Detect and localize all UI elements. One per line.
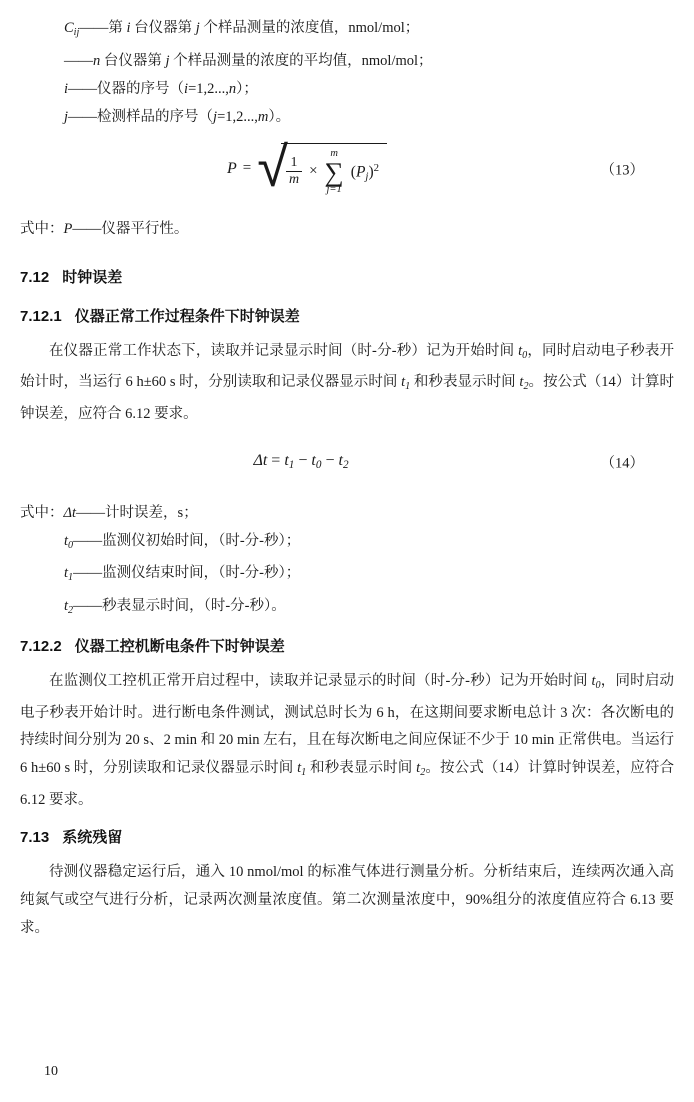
section-number: 7.12.1 — [20, 307, 62, 325]
summation-upper-limit: m — [330, 148, 338, 160]
fraction-numerator: 1 — [290, 154, 298, 170]
equation-13-lhs: P — [226, 159, 237, 177]
section-number: 7.12 — [20, 268, 50, 286]
section-heading-7-12-2 — [20, 636, 674, 658]
symbol-definitions-13 — [20, 14, 674, 131]
fraction-1-over-m — [286, 156, 302, 188]
where-clause-14 — [20, 499, 674, 625]
where-line-t0: t0——监测仪初始时间，（时-分-秒）； — [64, 532, 301, 551]
paragraph-7-12-1: 在仪器正常工作状态下，读取并记录显示时间（时-分-秒）记为开始时间 t0，同时启动电子秒表开始计时，当运行 6 h±60 s 时，分别读取和记录仪器显示时间 t1 和秒表显示时间 t2。按公式（14）计算时钟误差，应符合 6.12 要求。 — [20, 342, 675, 422]
equation-14 — [20, 441, 674, 483]
equation-13 — [20, 137, 674, 201]
definition-line-j: j——检测样品的序号（j=1,2...,m）。 — [64, 108, 291, 125]
paragraph-7-13: 待测仪器稳定运行后，通入 10 nmol/mol 的标准气体进行测量分析。分析结束后，连续两次通入高纯氮气或空气进行分析，记录两次测量浓度值。第二次测量浓度中，90%组分的浓度值应符合 6.13 要求。 — [20, 864, 674, 936]
definition-line-i: i——仪器的序号（i=1,2...,n）； — [64, 80, 258, 97]
square-root — [257, 135, 387, 201]
section-title: 时钟误差 — [62, 268, 123, 286]
definition-line-cij: Cij——第 i 台仪器第 j 个样品测量的浓度值，nmol/mol； — [64, 20, 420, 38]
radical-icon: √ — [257, 135, 288, 201]
summation — [325, 148, 344, 195]
section-heading-7-13 — [20, 827, 674, 849]
sigma-icon: ∑ — [324, 156, 344, 187]
radicand — [281, 143, 387, 195]
section-number: 7.12.2 — [20, 638, 62, 656]
section-title: 系统残留 — [62, 829, 123, 847]
where-line-t2: t2——秒表显示时间，（时-分-秒）。 — [64, 598, 286, 617]
summation-term: $(Pj)^2$ — [350, 161, 380, 183]
times-sign: × — [309, 163, 318, 180]
equation-14-expression: Δt = t1 − t0 − t2 — [253, 452, 349, 472]
section-heading-7-12 — [20, 267, 674, 289]
paragraph-7-12-2: 在监测仪工控机正常开启过程中，读取并记录显示的时间（时-分-秒）记为开始时间 t0，同时启动电子秒表开始计时。进行断电条件测试，测试总时长为 6 h，在这期间要求断电总计 3 次：各次断电的持续时间分别为 20 s、2 min 和 20 min 左右，且在每次断电之间应保证不少于 10 min 正常供电。当运行 6 h±60 s 时，分别读取和记录仪器显示时间 t1 和秒表显示时间 t2。按公式（14）计算时钟误差，应符合 6.12 要求。 — [20, 673, 675, 808]
section-title: 仪器工控机断电条件下时钟误差 — [74, 638, 285, 656]
fraction-denominator: m — [288, 172, 300, 188]
where-clause-13: 式中：P——仪器平行性。 — [20, 220, 189, 237]
section-number: 7.13 — [20, 829, 50, 847]
section-heading-7-12-1 — [20, 306, 674, 328]
where-line-t1: t1——监测仪结束时间，（时-分-秒）； — [64, 565, 301, 584]
page-number: 10 — [44, 1064, 58, 1079]
equation-13-expression — [226, 135, 387, 201]
summation-lower-limit: j=1 — [326, 183, 342, 195]
where-line-dt: 式中：Δt——计时误差，s； — [20, 504, 198, 521]
section-title: 仪器正常工作过程条件下时钟误差 — [74, 307, 300, 325]
equation-14-number: （14） — [600, 455, 644, 472]
definition-line-mean: ——n 台仪器第 j 个样品测量的浓度的平均值，nmol/mol； — [64, 52, 433, 69]
equation-13-number: （13） — [600, 162, 644, 179]
equals-sign: = — [242, 160, 252, 177]
